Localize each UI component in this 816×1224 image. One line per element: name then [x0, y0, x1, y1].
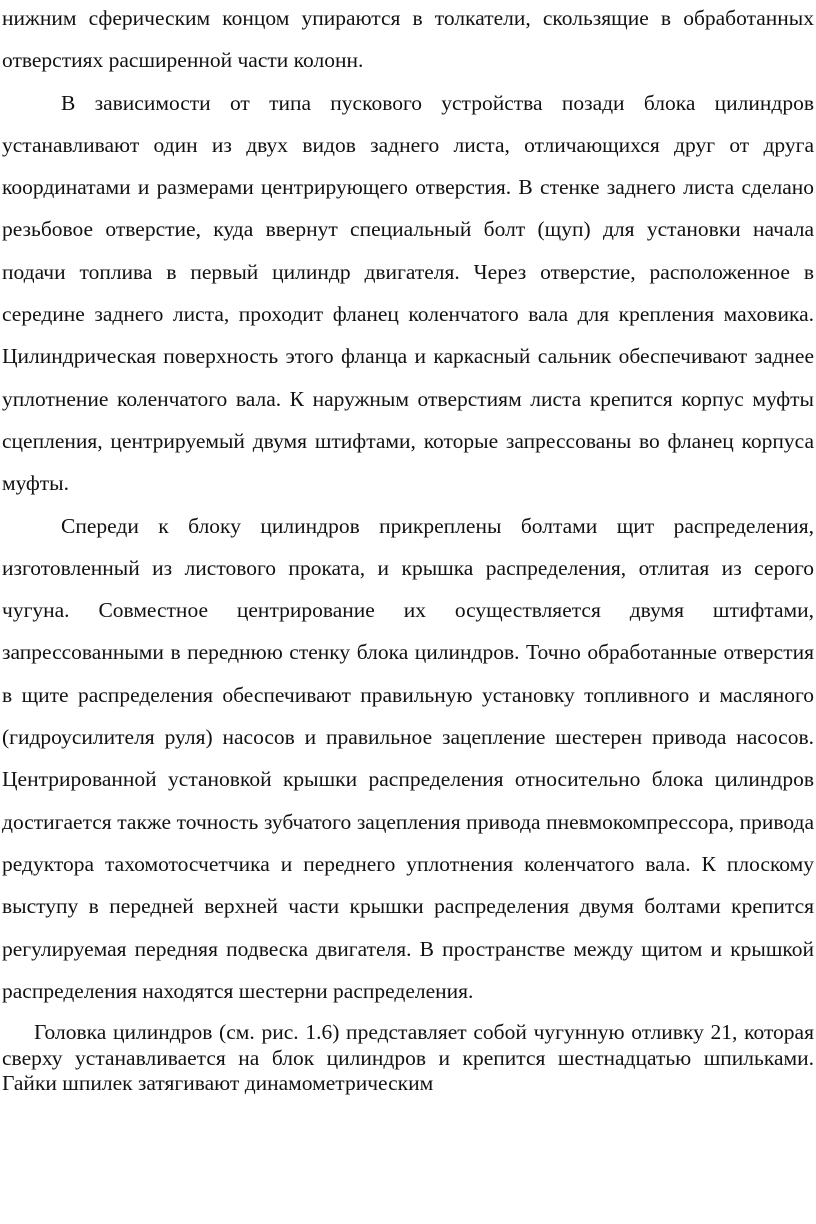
paragraph-rear-sheet: В зависимости от типа пускового устройства позади блока цилиндров устанавливают один из двух видов заднего листа, отличающихся друг от друга координатами и размерами центрирующего отверстия. В стенке заднего листа сделано резьбовое отверстие, куда ввернут специальный болт (щуп) для установки начала подачи топлива в первый цилиндр двигателя. Через отверстие, расположенное в середине заднего листа, проходит фланец коленчатого вала для крепления маховика. Цилиндрическая поверхность этого фланца и каркасный сальник обеспечивают заднее уплотнение коленчатого вала. К наружным отверстиям листа крепится корпус муфты сцепления, центрируемый двумя штифтами, которые запрессованы во фланец корпуса муфты.	[2, 90, 814, 496]
paragraph-continuation: нижним сферическим концом упираются в толкатели, скользящие в обработанных отверстиях расширенной части колонн.	[2, 6, 814, 73]
paragraph-cylinder-head: Головка цилиндров (см. рис. 1.6) представляет собой чугунную отливку 21, которая сверху устанавливается на блок цилиндров и крепится шестнадцатью шпильками. Гайки шпилек затягивают динамометрическим	[2, 1020, 814, 1096]
paragraph-timing-cover: Спереди к блоку цилиндров прикреплены болтами щит распределения, изготовленный из листового проката, и крышка распределения, отлитая из серого чугуна. Совместное центрирование их осуществляется двумя штифтами, запрессованными в переднюю стенку блока цилиндров. Точно обработанные отверстия в щите распределения обеспечивают правильную установку топливного и масляного (гидроусилителя руля) насосов и правильное зацепление шестерен привода насосов. Центрированной установкой крышки распределения относительно блока цилиндров достигается также точность зубчатого зацепления привода пневмокомпрессора, привода редуктора тахомотосчетчика и переднего уплотнения коленчатого вала. К плоскому выступу в передней верхней части крышки распределения двумя болтами крепится регулируемая передняя подвеска двигателя. В пространстве между щитом и крышкой распределения находятся шестерни распределения.	[2, 513, 814, 1003]
